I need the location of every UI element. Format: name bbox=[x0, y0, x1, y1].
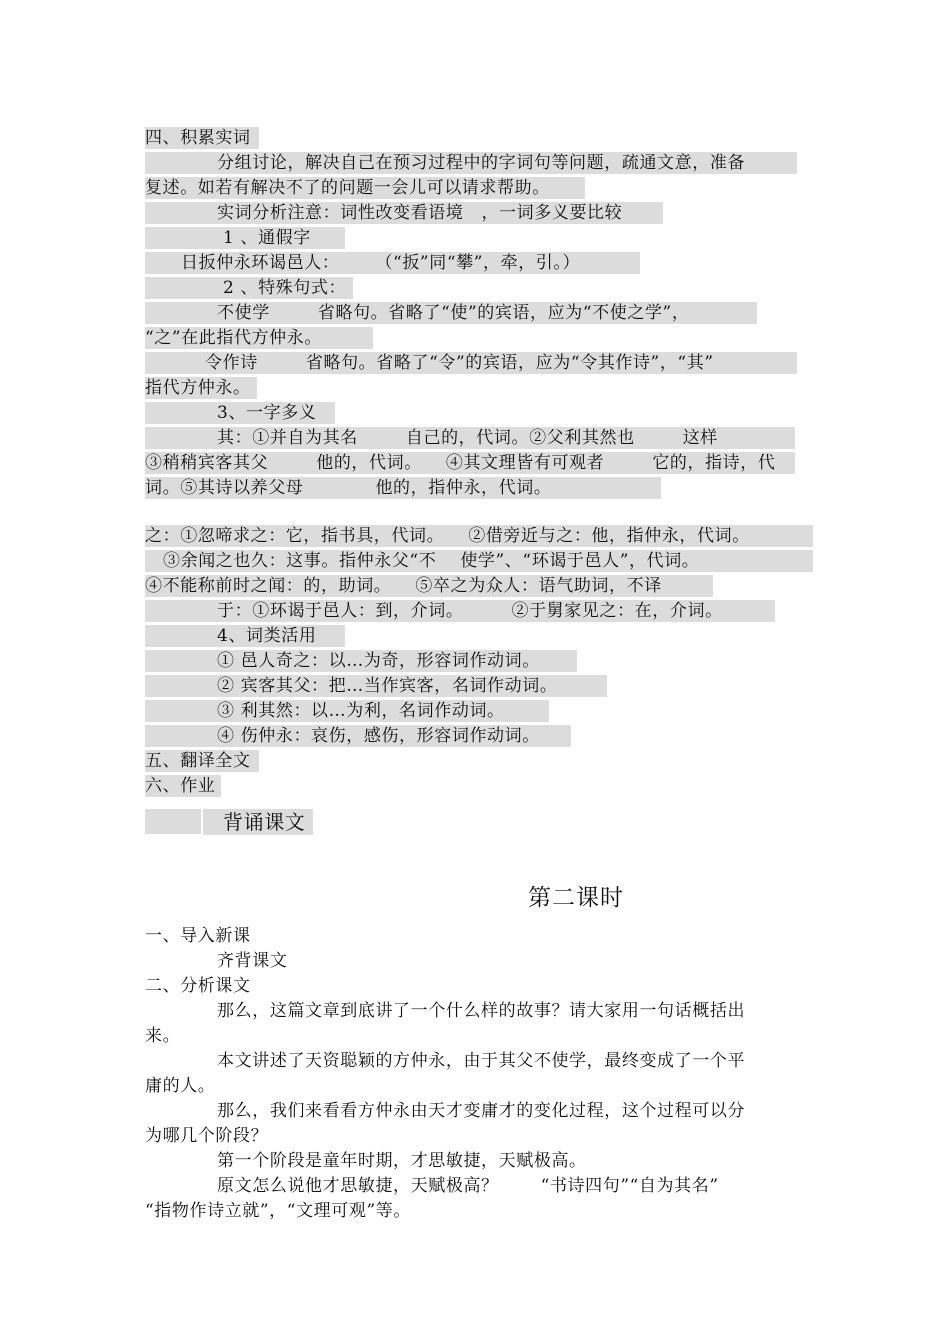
subheading-word-class: 4、词类活用 bbox=[145, 625, 345, 647]
subheading-polysemy: 3、一字多义 bbox=[145, 402, 335, 424]
text-line: 日扳仲永环谒邑人： （“扳”同“攀”，牵，引。） bbox=[145, 252, 640, 274]
text-line: 之：①忽啼求之：它，指书具，代词。 ②借旁近与之：他，指仲永，代词。 bbox=[145, 525, 813, 547]
heading-homework: 六、作业 bbox=[145, 775, 221, 797]
lesson-title: 第二课时 bbox=[528, 885, 624, 911]
heading-introduction: 一、导入新课 bbox=[145, 926, 251, 946]
text-line: 来。 bbox=[145, 1026, 181, 1046]
text-line: 为哪几个阶段？ bbox=[145, 1126, 269, 1146]
text-line: ① 邑人奇之：以…为奇，形容词作动词。 bbox=[145, 650, 577, 672]
text-line: 不使学 省略句。省略了“使”的宾语，应为“不使之学”， bbox=[145, 302, 757, 324]
text-line: 复述。如若有解决不了的问题一会儿可以请求帮助。 bbox=[145, 177, 585, 199]
text-line: 词。⑤其诗以养父母 他的，指仲永，代词。 bbox=[145, 477, 661, 499]
text-line: 那么，我们来看看方仲永由天才变庸才的变化过程，这个过程可以分 bbox=[145, 1101, 746, 1121]
text-line: ③ 利其然：以…为利，名词作动词。 bbox=[145, 700, 549, 722]
text-line: 那么，这篇文章到底讲了一个什么样的故事？请大家用一句话概括出 bbox=[145, 1001, 746, 1021]
text-line: “之”在此指代方仲永。 bbox=[145, 327, 373, 349]
text-line: 庸的人。 bbox=[145, 1076, 216, 1096]
text-line: 原文怎么说他才思敏捷，天赋极高？ “书诗四句”“自为其名” bbox=[145, 1176, 719, 1196]
text-line: ④ 伤仲永：哀伤，感伤，形容词作动词。 bbox=[145, 725, 571, 747]
heading-accumulate-words: 四、积累实词 bbox=[145, 127, 259, 149]
heading-analysis: 二、分析课文 bbox=[145, 976, 251, 996]
text-line: ③稍稍宾客其父 他的，代词。 ④其文理皆有可观者 它的，指诗，代 bbox=[145, 452, 795, 474]
subheading-tongjiazi: 1 、通假字 bbox=[145, 227, 345, 249]
text-line: 第一个阶段是童年时期，才思敏捷，天赋极高。 bbox=[145, 1151, 587, 1171]
homework-recite-text: 背诵课文 bbox=[203, 809, 313, 835]
text-line: ④不能称前时之闻：的，助词。 ⑤卒之为众人：语气助词，不译 bbox=[145, 575, 713, 597]
text-line: ③余闻之也久：这事。指仲永父“不 使学”、“环谒于邑人”，代词。 bbox=[145, 550, 813, 572]
text-line: ② 宾客其父：把…当作宾客，名词作动词。 bbox=[145, 675, 607, 697]
highlight-spacer bbox=[145, 809, 201, 834]
text-line: 指代方仲永。 bbox=[145, 377, 257, 399]
heading-translate: 五、翻译全文 bbox=[145, 750, 259, 772]
text-line: 本文讲述了天资聪颖的方仲永，由于其父不使学，最终变成了一个平 bbox=[145, 1051, 746, 1071]
subheading-special-sentence: 2 、特殊句式： bbox=[145, 277, 353, 299]
text-line: 于：①环谒于邑人：到，介词。 ②于舅家见之：在，介词。 bbox=[145, 600, 775, 622]
text-line: 其：①并自为其名 自己的，代词。②父利其然也 这样 bbox=[145, 427, 795, 449]
text-line: 齐背课文 bbox=[145, 951, 288, 971]
text-line: 令作诗 省略句。省略了“令”的宾语，应为“令其作诗”，“其” bbox=[145, 352, 797, 374]
text-line: “指物作诗立就”，“文理可观”等。 bbox=[145, 1201, 411, 1221]
text-line: 分组讨论，解决自己在预习过程中的字词句等问题，疏通文意，准备 bbox=[145, 152, 797, 174]
text-line: 实词分析注意：词性改变看语境 ，一词多义要比较 bbox=[145, 202, 663, 224]
